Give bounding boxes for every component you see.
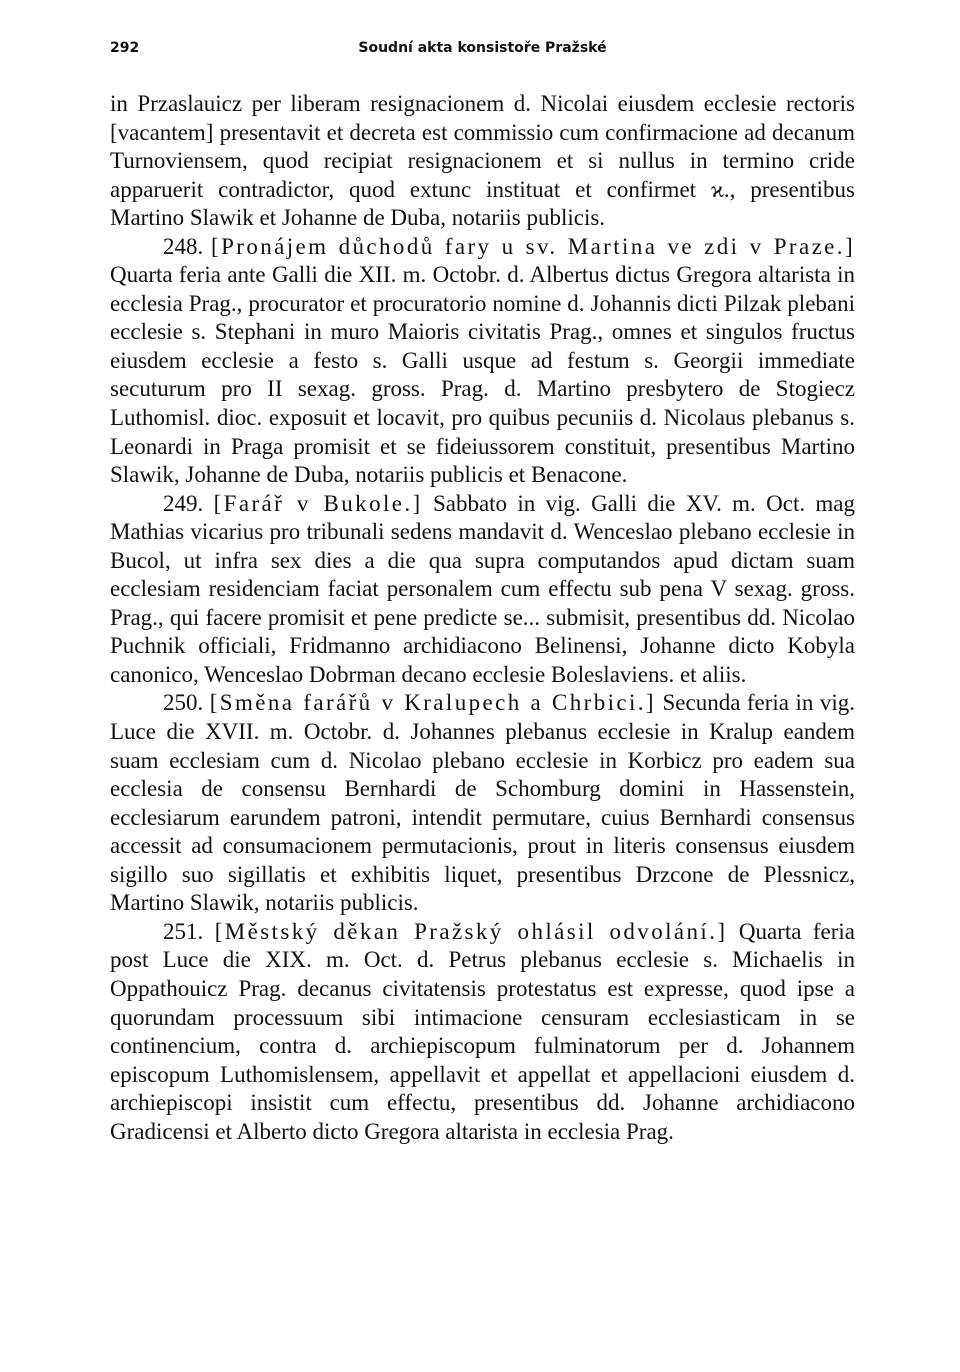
running-head — [110, 38, 855, 68]
continuation-paragraph: in Przaslauicz per liberam resignacionem d. Nicolai eiusdem ecclesie rectoris [vacantem] presentavit et decreta est commissio cum confirmacione ad decanum Turnoviensem, quod recipiat resignacionem et si nullus in termino cride apparuerit contradictor, quod extunc instituat et confirmet ϰ., presentibus Martino Slawik et Johanne de Duba, notariis publicis. — [110, 91, 855, 231]
book-page — [110, 38, 855, 1146]
entry-text: Quarta feria post Luce die XIX. m. Oct. d. Petrus plebanus ecclesie s. Michaelis in Oppathouicz Prag. decanus civitatensis protestatus est expresse, quod ipse a quorundam processuum sibi intimacione censuram ecclesiasticam in se continencium, contra d. archiepiscopum fulminatorum per d. Johannem episcopum Luthomislensem, appellavit et appellat et appellacioni eiusdem d. archiepiscopi insistit cum effectu, presentibus dd. Johanne archidiacono Gradicensi et Alberto dicto Gregora altarista in ecclesia Prag. — [110, 918, 855, 1144]
entry-number: 248. — [163, 233, 204, 259]
page-number: 292 — [110, 40, 140, 56]
entry-248 — [110, 233, 855, 490]
entry-249 — [110, 490, 855, 690]
entry-text: Secunda feria in vig. Luce die XVII. m. Octobr. d. Johannes plebanus ecclesie in Kralup eandem suam ecclesiam cum d. Nicolao plebano ecclesie in Korbicz pro eadem sua ecclesia de consensu Bernhardi de Schomburg domini in Hassenstein, ecclesiarum earundem patroni, intendit permutare, cuius Bernhardi consensus accessit ad consumacionem permutacionis, prout in literis consensus eiusdem sigillo suo sigillatis et exhibitis liquet, presentibus Drzcone de Plessnicz, Martino Slawik, notariis publicis. — [110, 690, 856, 916]
entry-number: 249. — [163, 490, 204, 516]
entry-heading: [Směna farářů v Kralupech a Chrbici.] — [209, 690, 656, 716]
entry-heading: [Městský děkan Pražský ohlásil odvolání.] — [214, 918, 728, 944]
entry-text: Sabbato in vig. Galli die XV. m. Oct. mag Mathias vicarius pro tribunali sedens mandavit d. Wenceslao plebano ecclesie in Bucol, ut infra sex dies a die qua supra computandos apud dictam suam ecclesiam residenciam faciat personalem cum effectu sub pena V sexag. gross. Prag., qui facere promisit et pene predicte se... submisit, presentibus dd. Nicolao Puchnik officiali, Fridmanno archidiacono Belinensi, Johanne dicto Kobyla canonico, Wenceslao Dobrman decano ecclesie Boleslaviens. et aliis. — [110, 490, 856, 687]
running-title: Soudní akta konsistoře Pražské — [358, 40, 607, 56]
entry-number: 251. — [163, 918, 204, 944]
entry-heading: [Farář v Bukole.] — [213, 490, 423, 516]
entry-251 — [110, 918, 855, 1146]
entry-text: Quarta feria ante Galli die XII. m. Octobr. d. Albertus dictus Gregora altarista in ecclesia Prag., procurator et procuratorio nomine d. Johannis dicti Pilzak plebani ecclesie s. Stephani in muro Maioris civitatis Prag., omnes et singulos fructus eiusdem ecclesie a festo s. Galli usque ad festum s. Georgii immediate secuturum pro II sexag. gross. Prag. d. Martino presbytero de Stogiecz Luthomisl. dioc. exposuit et locavit, pro quibus pecuniis d. Nicolaus plebanus s. Leonardi in Praga promisit et se fideiussorem constituit, presentibus Martino Slawik, Johanne de Duba, notariis publicis et Benacone. — [110, 262, 855, 488]
body-text — [110, 90, 855, 1146]
entry-number: 250. — [163, 690, 204, 716]
entry-250 — [110, 689, 855, 917]
entry-heading: [Pronájem důchodů fary u sv. Martina ve zdi v Praze.] — [211, 233, 855, 259]
